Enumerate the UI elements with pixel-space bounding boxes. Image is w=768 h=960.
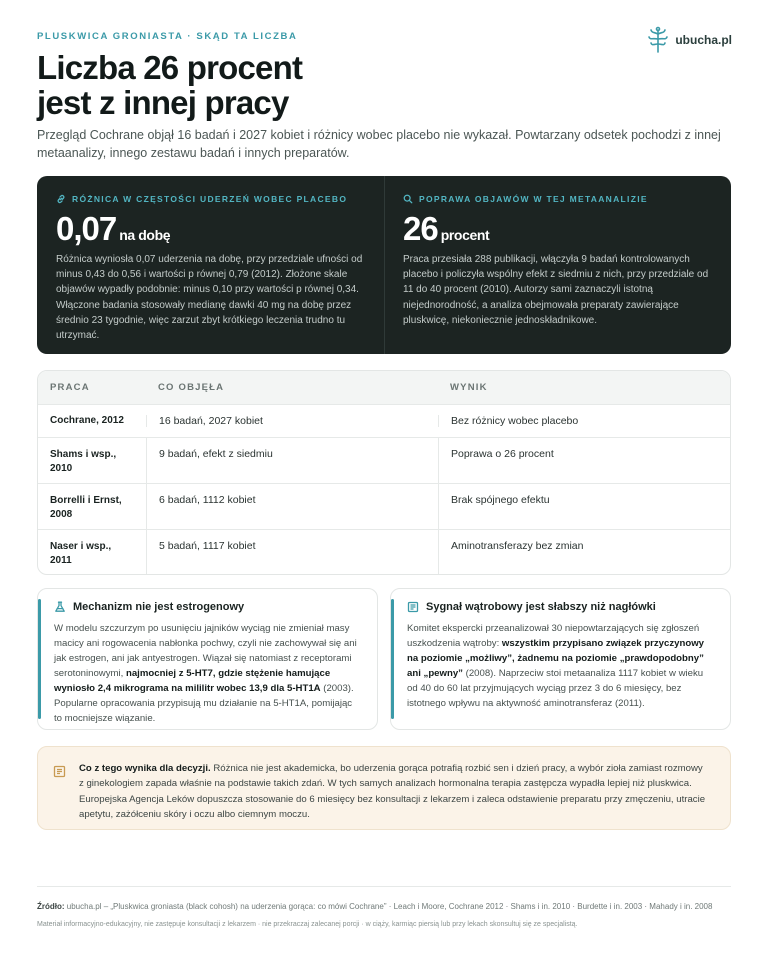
mechanism-text-highlight: najmocniej z 5-HT7, gdzie stężenie hamujące wyniosło 2,4 mikrograma na mililitr wobec 13,9 dla 5-HT1A (54, 668, 331, 694)
table-cell-result: Poprawa o 26 procent (438, 438, 730, 483)
title-line-1: Liczba 26 procent (37, 49, 303, 86)
liver-signal-card-header (407, 601, 714, 613)
stat-improvement-label: POPRAWA OBJAWÓW W TEJ METAANALIZIE (419, 194, 648, 204)
table-row (38, 404, 730, 437)
liver-signal-card-text (407, 621, 714, 711)
table-cell-result: Aminotransferazy bez zmian (438, 530, 730, 574)
studies-table (37, 370, 731, 575)
stat-improvement-text: Praca przesiała 288 publikacji, włączyła 9 badań kontrolowanych placebo i policzyła wspólny efekt z siedmiu z nich, przy przedziale od 11 do 40 procent (2010). Autorzy sami zaznaczyli istotną niejednorodność, a analiza obejmowała preparaty zawierające pluskwicę, niekoniecznie jednoskładnikowe. (403, 254, 709, 326)
eyebrow: PLUSKWICA GRONIASTA · SKĄD TA LICZBA (37, 31, 298, 42)
table-row (38, 529, 730, 574)
decision-body: Różnica nie jest akademicka, bo uderzenia gorąca potrafią rozbić sen i dzień pracy, a wybór zioła zamiast rozmowy z ginekologiem zapada właśnie na podstawie takich zdań. W tych samych analizach hormonalna terapia zastępcza wypadła lepiej niż pluskwica. Europejska Agencja Leków dopuszcza stosowanie do 6 miesięcy bez konsultacji z lekarzem i zaleca odstawienie preparatu przy zmęczeniu, utracie apetytu, zażółceniu skóry i oczu albo ciemnym moczu. (79, 763, 706, 821)
decision-lead: Co z tego wynika dla decyzji. (79, 763, 211, 774)
liver-text-start: Komitet ekspercki przeanalizował 30 niepowtarzających się zgłoszeń uszkodzenia wątroby: (407, 623, 700, 649)
stat-difference-value: 0,07 (56, 210, 117, 247)
plant-logo-icon (647, 26, 669, 54)
decision-text (79, 761, 710, 823)
stat-improvement-value: 26 (403, 210, 438, 247)
table-cell-result: Bez różnicy wobec placebo (438, 415, 730, 427)
page-title (37, 50, 557, 120)
link-icon (56, 194, 66, 204)
liver-signal-card (390, 588, 731, 730)
stat-improvement (384, 176, 731, 354)
mechanism-card (37, 588, 378, 730)
search-icon (403, 194, 413, 204)
mechanism-text-start: W modelu szczurzym po usunięciu jajników wyciąg nie zmieniał masy macicy ani rogowacenia nabłonka pochwy, czyli nie zachowywał się ani jak estrogen, ani jak antyestrogen. Wiązał się natomiast z receptorami serotoninowymi, (54, 623, 357, 679)
source-line (37, 901, 731, 913)
table-cell-scope: 6 badań, 1112 kobiet (146, 484, 438, 529)
table-cell-work: Naser i wsp., 2011 (50, 541, 112, 566)
disclaimer: Materiał informacyjno-edukacyjny, nie zastępuje konsultacji z lekarzem · nie przekraczaj zalecanej porcji · w ciąży, karmiąc piersią lub przy lekach skonsultuj się ze specjalistą. (37, 921, 578, 928)
table-cell-work: Shams i wsp., 2010 (50, 449, 117, 474)
table-row (38, 437, 730, 483)
table-cell-scope: 16 badań, 2027 kobiet (146, 415, 438, 427)
source-label: Źródło: (37, 902, 65, 911)
liver-text-highlight: wszystkim przypisano związek przyczynowy na poziomie „możliwy”, żadnemu na poziomie „prawdopodobny” ani „pewny” (407, 638, 704, 679)
mechanism-card-header (54, 601, 361, 613)
mechanism-card-title: Mechanizm nie jest estrogenowy (73, 601, 245, 613)
table-header-row (38, 371, 730, 404)
decision-callout (37, 746, 731, 830)
table-cell-work: Cochrane, 2012 (50, 415, 124, 426)
stat-difference-figure (56, 212, 364, 246)
logo-text: ubucha.pl (675, 33, 732, 47)
document-icon (407, 601, 419, 613)
title-line-2: jest z innej pracy (37, 84, 289, 121)
flask-icon (54, 601, 66, 613)
table-cell-scope: 5 badań, 1117 kobiet (146, 530, 438, 574)
lead-paragraph: Przegląd Cochrane objął 16 badań i 2027 kobiet i różnicy wobec placebo nie wykazał. Powtarzany odsetek pochodzi z innej metaanalizy, innego zestawu badań i innych preparatów. (37, 128, 721, 160)
stat-difference-label: RÓŻNICA W CZĘSTOŚCI UDERZEŃ WOBEC PLACEBO (72, 194, 348, 204)
table-cell-result: Brak spójnego efektu (438, 484, 730, 529)
table-header-result: WYNIK (450, 382, 488, 393)
table-row (38, 483, 730, 529)
site-logo[interactable] (647, 26, 732, 54)
stat-difference-unit: na dobę (119, 227, 171, 243)
stats-panel (37, 176, 731, 354)
page-footer (37, 886, 731, 928)
stat-improvement-header (403, 194, 711, 204)
table-cell-work: Borrelli i Ernst, 2008 (50, 495, 122, 520)
stat-improvement-figure (403, 212, 711, 246)
mechanism-text-end: (2003). Popularne opracowania przypisują mu działanie na 5-HT1A, pomijając to mocniejsze wiązanie. (54, 683, 354, 724)
table-header-work: PRACA (50, 381, 90, 393)
liver-text-end: (2008). Naprzeciw stoi metaanaliza 1117 kobiet w wieku od 40 do 60 lat przyjmujących wyciąg przez 3 do 6 miesięcy, bez istotnego wpływu na aktywność aminotransferaz (2011). (407, 668, 704, 709)
stat-improvement-unit: procent (440, 227, 490, 243)
table-cell-scope: 9 badań, efekt z siedmiu (146, 438, 438, 483)
liver-signal-card-title: Sygnał wątrobowy jest słabszy niż nagłówki (426, 601, 656, 613)
source-text: ubucha.pl – „Pluskwica groniasta (black cohosh) na uderzenia gorąca: co mówi Cochrane” · Leach i Moore, Cochrane 2012 · Shams i in. 2010 · Burdette i in. 2003 · Mahady i in. 2008 (64, 902, 713, 911)
stat-difference (37, 176, 384, 354)
stat-difference-text: Różnica wyniosła 0,07 uderzenia na dobę, przy przedziale ufności od minus 0,43 do 0,56 i wartości p równej 0,79 (2012). Złożone skale objawów wypadły podobnie: minus 0,10 przy wartości p równej 0,34. Włączone badania stosowały medianę dawki 40 mg na dobę przez średnio 23 tygodnie, więc zarzut zbyt krótkiego leczenia trudno tu utrzymać. (56, 254, 363, 342)
table-header-scope: CO OBJĘŁA (158, 382, 225, 393)
stat-difference-header (56, 194, 364, 204)
mechanism-card-text (54, 621, 361, 726)
note-icon (53, 765, 66, 778)
